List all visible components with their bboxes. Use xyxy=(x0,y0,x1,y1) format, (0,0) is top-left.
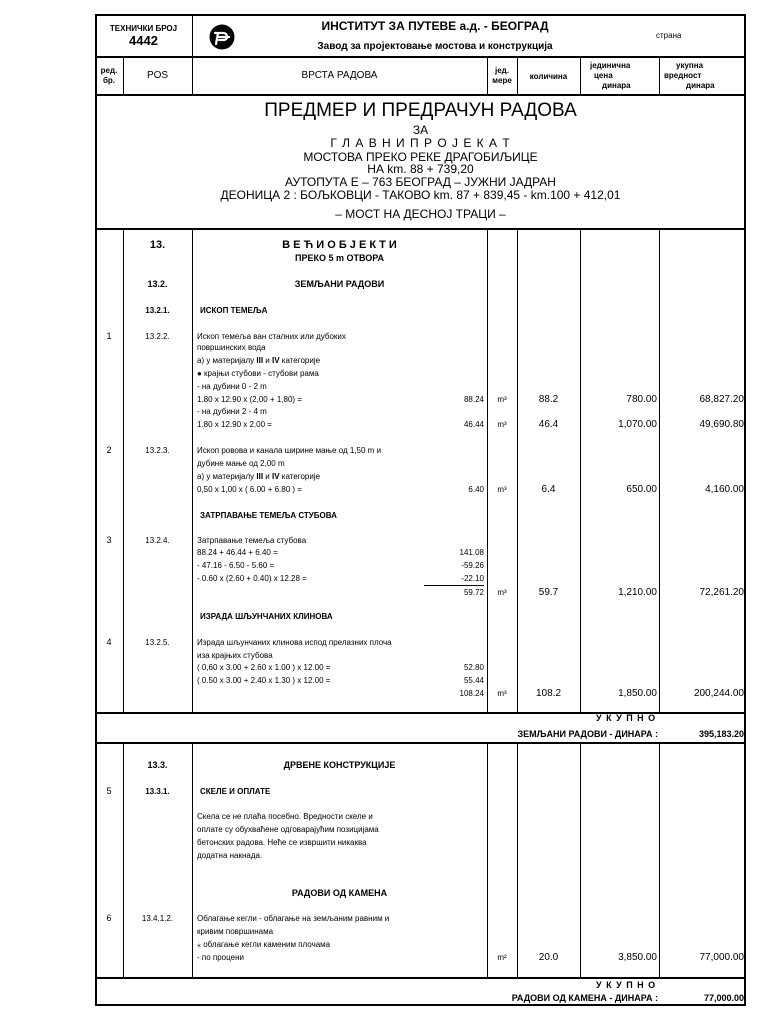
col-qty-header: количина xyxy=(529,72,568,81)
subsection-2-title: ДРВЕНЕ КОНСТРУКЦИЈЕ xyxy=(283,760,396,770)
desc-text: а) у материјалу xyxy=(197,472,257,481)
col-line xyxy=(659,228,660,712)
item-6-desc-1: Облагање кегли - облагање на земљаним равним и xyxy=(197,914,390,923)
title-line-2: Г Л А В Н И П Р О Ј Е К А Т xyxy=(330,136,511,150)
desc-text: категорије xyxy=(279,472,321,481)
col-unit-header-1: јед. xyxy=(495,66,509,75)
title-line-4: НА km. 88 + 739,20 xyxy=(367,162,474,176)
col-line xyxy=(192,742,193,977)
institute-name: ИНСТИТУТ ЗА ПУТЕВЕ а.д. - БЕОГРАД xyxy=(321,19,549,33)
col-line xyxy=(487,228,488,712)
item-1-desc-6: - на дубини 2 - 4 m xyxy=(197,407,267,416)
item-1-price-2: 1,070.00 xyxy=(618,419,657,430)
col-total-header-3: динара xyxy=(686,81,715,90)
title-line-5: АУТОПУТА Е – 763 БЕОГРАД – ЈУЖНИ ЈАДРАН xyxy=(285,175,556,189)
institute-logo-icon xyxy=(209,24,235,50)
item-6-pos: 13.4.1.2. xyxy=(141,914,174,923)
item-1-price-1: 780.00 xyxy=(626,394,657,405)
item-1-calc-1-value: 88.24 xyxy=(463,395,484,404)
title-line-6: ДЕОНИЦА 2 : БОЉКОВЦИ - ТАКОВО km. 87 + 839,45 - km.100 + 412,01 xyxy=(220,188,621,202)
col-line xyxy=(659,56,660,94)
item-1-total-1: 68,827.20 xyxy=(699,394,744,405)
col-price-header-2: цена xyxy=(594,71,613,80)
tech-no-label: ТЕХНИЧКИ БРОЈ xyxy=(109,24,178,33)
item-1-calc-2-value: 46.44 xyxy=(463,420,484,429)
subsection-title: ЗЕМЉАНИ РАДОВИ xyxy=(294,279,385,289)
item-3-pos: 13.2.4. xyxy=(145,536,170,545)
item-2-unit: m³ xyxy=(497,485,507,494)
item-4-qty: 108.2 xyxy=(535,688,562,699)
item-5-desc-1: Скела се не плаћа посебно. Вредности скеле и xyxy=(197,812,373,821)
item-4-price: 1,850.00 xyxy=(618,688,657,699)
col-no-header-2: бр. xyxy=(102,76,116,85)
col-no-header-1: ред. xyxy=(100,66,118,75)
col-line xyxy=(517,742,518,977)
col-line xyxy=(192,228,193,712)
col-line xyxy=(659,742,660,977)
group-title: ИСКОП ТЕМЕЉА xyxy=(200,306,268,315)
item-2-price: 650.00 xyxy=(626,484,657,495)
group-stone-title: РАДОВИ ОД КАМЕНА xyxy=(291,888,388,898)
desc-text: категорије xyxy=(279,356,321,365)
item-1-qty-1: 88.2 xyxy=(538,394,559,405)
group-no: 13.2.1. xyxy=(145,306,170,315)
item-4-desc-1: Израда шљунчаних клинова испод прелазних плоча xyxy=(197,638,392,647)
item-3-calc-3: - 0.60 x (2.60 + 0.40) x 12.28 = xyxy=(197,574,307,583)
item-1-desc-4: ● крајњи стубови - стубови рама xyxy=(197,369,319,378)
item-1-calc-1: 1.80 x 12.90 x (2,00 + 1,80) = xyxy=(197,395,302,404)
document-title: ПРЕДМЕР И ПРЕДРАЧУН РАДОВА xyxy=(264,100,577,121)
item-6-unit: m² xyxy=(497,953,507,962)
item-3-unit: m³ xyxy=(497,588,507,597)
desc-class-4: IV xyxy=(271,356,280,365)
sum-1-label-1: У К У П Н О xyxy=(596,713,657,723)
item-4-unit: m³ xyxy=(497,689,507,698)
subsection-no: 13.2. xyxy=(147,279,168,289)
desc-text: и xyxy=(263,472,272,481)
desc-text: а) у материјалу xyxy=(197,356,257,365)
page-label: страна xyxy=(656,31,682,40)
item-4-calc-2-value: 55.44 xyxy=(463,676,484,685)
item-1-desc-5: - на дубини 0 - 2 m xyxy=(197,382,267,391)
tech-no: 4442 xyxy=(129,33,158,48)
item-3-no: 3 xyxy=(106,535,112,545)
item-4-pos: 13.2.5. xyxy=(145,638,170,647)
item-2-desc-1: Ископ ровова и канала ширине мање од 1,50 m и xyxy=(197,446,382,455)
item-1-qty-2: 46.4 xyxy=(538,419,559,430)
calc-underline xyxy=(424,585,484,586)
item-2-calc: 0,50 x 1,00 x ( 6.00 + 6.80 ) = xyxy=(197,485,302,494)
subsection-2-no: 13.3. xyxy=(147,760,168,770)
item-4-no: 4 xyxy=(106,637,112,647)
item-5-no: 5 xyxy=(106,786,112,796)
item-6-desc-2: кривим површинама xyxy=(197,927,274,936)
item-3-calc-1: 88.24 + 46.44 + 6.40 = xyxy=(197,548,278,557)
item-1-desc-3 xyxy=(197,355,320,366)
item-4-calc-1: ( 0,60 x 3.00 + 2.60 x 1.00 ) x 12.00 = xyxy=(197,663,331,672)
item-3-qty: 59.7 xyxy=(538,587,559,598)
col-work-type-header: ВРСТА РАДОВА xyxy=(301,70,378,81)
col-line xyxy=(580,56,581,94)
item-3-total: 72,261.20 xyxy=(699,587,744,598)
item-3-sum-value: 59.72 xyxy=(463,588,484,597)
title-line-1: ЗА xyxy=(412,123,429,137)
sum-1-value: 395,183.20 xyxy=(698,729,744,739)
item-6-qty: 20.0 xyxy=(538,952,559,963)
section2-sum-top xyxy=(95,977,746,979)
item-1-unit-2: m³ xyxy=(497,420,507,429)
item-5-desc-2: оплате су обухваћене одговарајућим позицијама xyxy=(197,825,379,834)
item-4-desc-2: иза крајњих стубова xyxy=(197,651,273,660)
section-subtitle: ПРЕКО 5 m ОТВОРА xyxy=(295,253,384,263)
item-3-calc-2-value: -59.26 xyxy=(461,561,484,570)
section-title: В Е Ћ И О Б Ј Е К Т И xyxy=(282,239,397,251)
item-1-calc-2: 1.80 x 12.90 x 2.00 = xyxy=(197,420,272,429)
col-line xyxy=(517,228,518,712)
col-line xyxy=(123,742,124,977)
item-1-pos: 13.2.2. xyxy=(145,332,170,341)
col-unit-header-2: мере xyxy=(492,76,512,85)
sum-2-label-1: У К У П Н О xyxy=(596,980,657,990)
item-3-desc-1: Затрпавање темеља стубова xyxy=(197,536,307,545)
item-6-price: 3,850.00 xyxy=(618,952,657,963)
item-2-pos: 13.2.3. xyxy=(145,446,170,455)
item-1-no: 1 xyxy=(106,331,112,341)
section-no: 13. xyxy=(149,239,166,251)
col-line xyxy=(580,742,581,977)
item-3-price: 1,210.00 xyxy=(618,587,657,598)
col-line xyxy=(580,228,581,712)
col-price-header-1: јединична xyxy=(590,61,631,70)
item-2-desc-2: дубине мање од 2,00 m xyxy=(197,459,285,468)
item-3-calc-2: - 47.16 - 6.50 - 5.60 = xyxy=(197,561,275,570)
item-4-sum-value: 108.24 xyxy=(459,689,484,698)
item-2-no: 2 xyxy=(106,445,112,455)
item-6-no: 6 xyxy=(106,913,112,923)
item-2-desc-3 xyxy=(197,471,320,482)
item-4-calc-1-value: 52.80 xyxy=(463,663,484,672)
sum-1-label-2: ЗЕМЉАНИ РАДОВИ - ДИНАРА : xyxy=(517,729,658,739)
item-5-title: СКЕЛЕ И ОПЛАТЕ xyxy=(200,787,271,796)
item-5-desc-4: додатна накнада. xyxy=(197,851,263,860)
col-pos-header: POS xyxy=(146,70,169,81)
item-1-total-2: 49,690.80 xyxy=(699,419,744,430)
title-line-3: МОСТОВА ПРЕКО РЕКЕ ДРАГОБИЉИЦЕ xyxy=(303,150,538,164)
item-1-desc-1: Ископ темеља ван сталних или дубоких xyxy=(197,332,346,341)
col-line xyxy=(487,742,488,977)
item-1-desc-2: површинских вода xyxy=(197,343,266,352)
desc-class-3: III xyxy=(256,356,264,365)
title-line-7: – МОСТ НА ДЕСНОЈ ТРАЦИ – xyxy=(335,207,506,221)
item-2-qty: 6.4 xyxy=(541,484,556,495)
item-2-calc-value: 6.40 xyxy=(468,485,484,494)
col-total-header-2: вредност xyxy=(664,71,702,80)
desc-text: и xyxy=(263,356,272,365)
desc-class-3: III xyxy=(256,472,264,481)
item-4-calc-2: ( 0.50 x 3.00 + 2.40 x 1.30 ) x 12.00 = xyxy=(197,676,331,685)
item-2-total: 4,160.00 xyxy=(705,484,744,495)
item-6-desc-4: - по процени xyxy=(197,953,244,962)
item-3-calc-1-value: 141.08 xyxy=(459,548,484,557)
department-name: Завод за пројектовање мостова и конструкција xyxy=(317,41,553,52)
item-3-calc-3-value: -22.10 xyxy=(461,574,484,583)
item-6-desc-3: ⁎ облагање кегли каменим плочама xyxy=(197,940,331,949)
sum-2-label-2: РАДОВИ ОД КАМЕНА - ДИНАРА : xyxy=(511,993,658,1003)
sum-2-value: 77,000.00 xyxy=(703,993,744,1003)
item-5-pos: 13.3.1. xyxy=(145,787,170,796)
item-5-desc-3: бетонских радова. Неће се извршити никаква xyxy=(197,838,367,847)
item-1-unit-1: m³ xyxy=(497,395,507,404)
col-total-header-1: укупна xyxy=(676,61,704,70)
group-2-title: ЗАТРПАВАЊЕ ТЕМЕЉА СТУБОВА xyxy=(200,511,337,520)
item-6-total: 77,000.00 xyxy=(699,952,744,963)
desc-class-4: IV xyxy=(271,472,280,481)
group-3-title: ИЗРАДА ШЉУНЧАНИХ КЛИНОВА xyxy=(200,612,333,621)
col-line xyxy=(192,14,193,95)
item-4-total: 200,244.00 xyxy=(693,688,744,699)
col-price-header-3: динара xyxy=(602,81,631,90)
